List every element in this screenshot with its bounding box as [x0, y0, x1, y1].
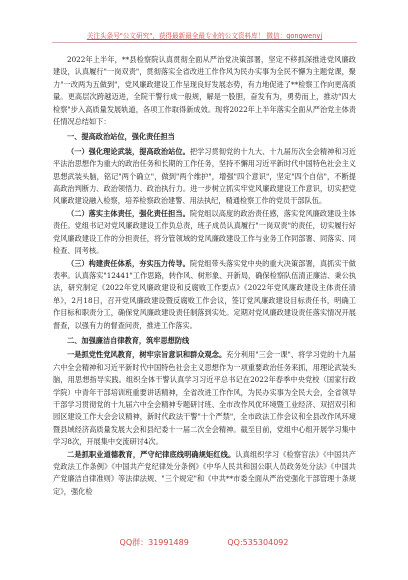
- header-banner[interactable]: 关注头条号"公文研究"，获得最新最全最专业的公文资料库！ 微信：gongwenyj: [52, 30, 357, 43]
- item-1-3-text: 院党组带头落实党中央的重大决策部署，真抓实干做表率。认真落实"12441"工作思路，转作风、树形象、开新局，确保检察队伍清正廉洁、秉公执法，研究制定《2022年党风廉政建设和反腐败工作要点》《2022年党风廉政建设主体责任清单》，2月18日，召开党风廉政建设暨反腐败工作会议，签订党风廉政建设目标责任书，明确工作目标和职责分工，确保党风廉政建设责任制落到实处。定期对党风廉政建设责任落实情况开展督查，以强有力的督查问责，推进工作落实。: [53, 258, 356, 330]
- item-1-3: [53, 258, 356, 332]
- item-2-2: [53, 449, 356, 499]
- item-2-2-lead: 二是抓职业道德教育，严守纪律底线明确规矩红线。: [67, 449, 236, 459]
- section-heading-2: 二、加强廉洁自律教育，筑牢思想防线: [67, 335, 190, 345]
- footer-qq-group: QQ群：31991489: [119, 538, 189, 547]
- item-1-1: [53, 146, 356, 208]
- item-1-2: [53, 208, 356, 258]
- item-2-2-text: 认真组织学习《检察官法》《中国共产党政法工作条例》《中国共产党纪律处分条例》《中华人民共和国公职人员政务处分法》《中国共产党廉洁自律准则》等法律法规、"三个规定"和《中共**市委全面从严治党强化干部管理十条规定》，强化检: [53, 449, 356, 496]
- footer-banner: [0, 537, 408, 548]
- item-1-3-lead: （三）构建责任体系，夯实压力传导。: [67, 258, 190, 268]
- footer-qq: QQ:535304092: [227, 538, 289, 547]
- section-heading-1: 一、提高政治站位，强化责任担当: [67, 132, 175, 142]
- item-2-1: [53, 349, 356, 448]
- item-1-1-lead: （一）强化理论武装，提高政治站位。: [67, 146, 190, 156]
- item-1-2-lead: （二）落实主体责任，强化责任担当。: [67, 208, 190, 218]
- document-body: [53, 54, 356, 498]
- intro-paragraph: 2022年上半年，**县检察院认真贯彻全面从严治党决策部署，坚定不移抓深推进党风廉政建设，认真履行"一岗双责"，贯彻落实全省改进工作作风为民办实事为全民不懈为主题党课，聚力"一改两为五做到"，党风廉政建设工作呈现良好发展态势，有力地促进了**检察工作向更高质量。更高层次跨越迈进，全院干警行成一般规，解是一股胆，奋发有为，勇势而上，推动"四大检察"步入高质量发展轨道，各项工作取得新成效。现将2022年上半年落实全面从严治党主体责任情况总结如下：: [53, 55, 356, 127]
- item-2-1-lead: 一是抓党性党风教育，树牢宗旨意识和群众观念。: [67, 350, 227, 360]
- item-1-1-text: 把学习贯彻党的十九大、十九届历次全会精神和习近平法治思想作为重大的政治任务和长期的工作任务，坚持不懈用习近平新时代中国特色社会主义思想武装头脑，铭记"两个确立"，做到"两个维护"，增强"四个意识"，坚定"四个自信"，不断提高政治判断力、政治领悟力、政治执行力。进一步树立抓实牢党风廉政建设工作意识，切实把党风廉政建设融入检察，培养检察政治建警、用法执纪，精通检察工作的党员干部队伍。: [53, 146, 356, 206]
- item-1-2-text: 院党组以高度的政治责任感，落实党风廉政建设主体责任。党组书记对党风廉政建设工作负总责，班子成员认真履行"一岗双责"的责任，切实履行好党风廉政建设工作的分担责任，将分管领域的党风廉政建设工作与业务工作同部署、同落实、同检查、同考核。: [53, 208, 356, 256]
- item-2-1-text: 充分利用"三会一课"、将学习党的十九届六中全会精神和习近平新时代中国特色社会主义思想作为一项重要政治任务来抓，用理论武装头脑，用思想指导实践。组织全体干警认真学习习近平总书记在2022年春季中央党校（国家行政学院）中青年干部培训班重要讲话精神，全省改进工作作风，为民办实事为全民大会，全省领导干部学习贯彻党的十九届六中全会精神专题研讨班、全市改作风优环境暨工业经济、双招双引和园区建设工作大会会议精神，新时代政法干警"十个严禁"，全市政法工作会议和全县改作风环境暨县域经济高质量发展大会和县纪委十一届二次全会精神。截至目前，党组中心组开展学习集中学习8次，开展集中交流研讨4次。: [53, 350, 356, 447]
